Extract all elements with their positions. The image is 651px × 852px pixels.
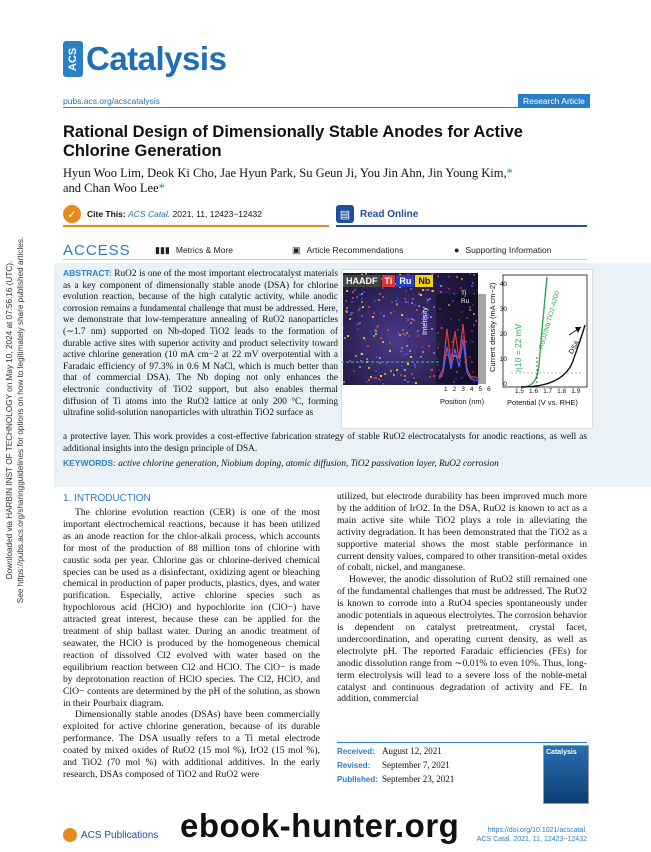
profile-tick: 5 — [478, 386, 483, 393]
profile-xlabel: Position (nm) — [440, 397, 485, 406]
acs-publications-icon — [63, 828, 77, 842]
cover-title: Catalysis — [546, 749, 577, 756]
corresponding-asterisk-2[interactable]: * — [158, 181, 165, 195]
doi-link[interactable]: https://doi.org/10.1021/acscatal. — [487, 827, 587, 834]
profile-ticks — [444, 386, 491, 393]
intro-paragraph-3: utilized, but electrode durability has been improved much more by the addition of IrO2. In the DSA, RuO2 is known to act as a main active site while TiO2 plays a role in alleviating the activity degradation. It has been demonstrated that the TiO2 as a supportive material shows the most stable performance in current density values, compared to other transition-metal oxides of cobalt, nickel, and manganese. — [337, 491, 587, 574]
abstract-label: ABSTRACT: — [63, 268, 112, 278]
acs-publications-logo[interactable] — [63, 828, 158, 842]
revised-label: Revised: — [337, 761, 371, 770]
ti-tab: Ti — [382, 275, 396, 287]
curve2-label: DSA — [568, 339, 582, 356]
download-note-line2: See https://pubs.acs.org/sharingguidelines for options on how to legitimately share published articles. — [16, 236, 25, 604]
plot-ytick: 30 — [499, 306, 507, 313]
document-icon: ▣ — [292, 244, 301, 255]
cite-this-bar[interactable] — [63, 203, 329, 227]
abstract-body: RuO2 is one of the most important electrocatalyst materials as a key component of dimensionally stable anode (DSA) for chlorine evolution reaction, because of the high catalytic activity, while anodic corrosion remains a fundamental challenge that must be addressed. Here, we demonstrate that low-temperature annealing of RuO2 nanoparticles (∼1.7 nm) supported on Nb-doped TiO2 leads to the formation of durable active sites with superior activity and product selectivity toward active chlorine generation (10 mA cm−2 at 22 mV overpotential with a Faradaic efficiency of 97.3% in 0.6 M NaCl, which is much better than that of commercial DSA). The Nb doping not only enhances the electronic conductivity of TiO2 support, but also enables thermal diffusion of Ti atoms into the RuO2 lattice at only 200 °C, forming ultrafine solid-solution nanoparticles with ultrathin TiO2 surface as — [63, 269, 338, 419]
plot-xtick: 1.9 — [571, 388, 581, 395]
plot-xlabel: Potential (V vs. RHE) — [507, 398, 578, 407]
cite-text — [87, 209, 262, 219]
journal-name: Catalysis — [86, 40, 227, 77]
published-label: Published: — [337, 775, 378, 784]
plot-xticks — [515, 388, 580, 395]
keywords — [63, 458, 587, 471]
revised-date: September 7, 2021 — [382, 760, 450, 770]
published-date: September 23, 2021 — [382, 774, 455, 784]
access-rule — [63, 259, 587, 260]
metrics-label: Metrics & More — [175, 245, 234, 255]
footer-ref: ACS Catal. 2021, 11, 12423−12432 — [476, 836, 587, 843]
corresponding-asterisk[interactable]: * — [506, 166, 513, 180]
author-list — [63, 166, 593, 196]
plot-xtick: 1.8 — [557, 388, 567, 395]
intro-paragraph-4: However, the anodic dissolution of RuO2 still remained one of the fundamental challenges that must be addressed. The RuO2 is known to corrode into a RuO4 species spontaneously under anodic potentials in aqueous electrolytes. The corrosion behavior is dependent on catalyst pretreatment, crystal facet, undercoordination, and operating current density, as well as electrolyte pH. The reported Faradaic efficiencies (FEs) for anodic dissolution range from ∼0.01% to even 10%. Thus, long-term electrolysis will lead to a severe loss of the noble-metal catalyst and continuous degradation of activity and FE. In addition, commercial — [337, 574, 587, 705]
supporting-info-label: Supporting Information — [465, 245, 552, 255]
intro-left-column — [63, 507, 320, 781]
plot-ytick: 10 — [499, 356, 507, 363]
download-note-line1: Downloaded via HARBIN INST OF TECHNOLOGY on May 10, 2024 at 07:56:16 (UTC). — [5, 260, 14, 580]
publisher-name: ACS Publications — [81, 829, 159, 841]
received-date: August 12, 2021 — [382, 746, 442, 756]
haadf-tab: HAADF — [343, 275, 381, 287]
recommendations-link[interactable] — [292, 245, 454, 256]
read-online-button[interactable] — [336, 203, 587, 227]
footer-citation — [470, 826, 587, 844]
nb-tab: Nb — [415, 275, 433, 287]
plot-xtick: 1.5 — [515, 388, 525, 395]
bar-chart-icon: ▮▮▮ — [155, 244, 170, 255]
read-online-label: Read Online — [360, 208, 419, 220]
profile-ylabel: Intensity — [420, 307, 429, 335]
keywords-text: active chlorine generation, Niobium doping, atomic diffusion, TiO2 passivation layer, RuO2 corrosion — [118, 459, 499, 469]
journal-cover-thumbnail[interactable] — [543, 745, 589, 804]
watermark: ebook-hunter.org — [176, 807, 463, 845]
profile-tick: 6 — [487, 386, 491, 393]
access-label: ACCESS — [63, 241, 131, 259]
curve1-label: RuO2/Nb:TiO2-A200 — [538, 290, 562, 350]
abstract-text — [63, 268, 338, 420]
eta-label: η10 = 22 mV — [513, 323, 523, 372]
recommendations-label: Article Recommendations — [306, 245, 404, 255]
keywords-label: KEYWORDS: — [63, 458, 116, 468]
check-icon: ✓ — [63, 205, 81, 223]
cite-label: Cite This: — [87, 209, 126, 219]
ru-tab: Ru — [396, 275, 414, 287]
plot-yticks — [493, 272, 507, 397]
profile-tick: 2 — [452, 386, 457, 393]
download-side-note — [4, 120, 38, 720]
profile-legend — [461, 290, 469, 306]
authors-line1: Hyun Woo Lim, Deok Ki Cho, Jae Hyun Park, Su Geun Ji, You Jin Ahn, Jin Young Kim, — [63, 166, 507, 180]
received-label: Received: — [337, 747, 375, 756]
plot-ylabel: Current density (mA cm−2) — [488, 282, 497, 372]
acs-logo-mark: ACS — [63, 41, 83, 77]
cite-ref: 2021, 11, 12423−12432 — [172, 209, 262, 219]
profile-tick: 4 — [469, 386, 474, 393]
access-bar — [63, 241, 587, 259]
plot-xtick: 1.6 — [529, 388, 539, 395]
article-title: Rational Design of Dimensionally Stable Anodes for Active Chlorine Generation — [63, 123, 523, 160]
introduction-heading: 1. INTRODUCTION — [63, 493, 151, 504]
journal-logo[interactable] — [63, 40, 226, 78]
plot-ytick: 40 — [499, 281, 507, 288]
plot-ytick: 0 — [503, 381, 507, 388]
authors-line2: and Chan Woo Lee — [63, 181, 159, 195]
header-rule — [63, 107, 587, 108]
profile-legend-ru: Ru — [461, 298, 470, 305]
intro-paragraph-1: The chlorine evolution reaction (CER) is one of the most important electrochemical reactions, because it has been utilized as an anode reaction for the chlor-alkali process, which accounts for most of the production of 88 million tons of chlorine with caustic soda per year. Chlorine gas or chlorine-derived chemical species can be used as a disinfectant, oxidizing agent or bleaching chemical in production of paper products, plastics, dyes, and water purification. Especially, active chlorine species such as hypochlorous acid (HClO) and hypochlorite ion (ClO−) have attracted great interest, because these can be applied for the treatment of ship ballast water. During an anodic treatment of seawater, the HClO is produced by the homogeneous chemical reaction of dissolved Cl2 evolved with water based on the equilibrium reaction between Cl2 and HClO. The ClO− is made by deprotonation reaction of HClO species. The Cl2, HClO, and ClO− contents are determined by the pH of the solution, as shown in their Pourbaix diagram. — [63, 507, 320, 709]
profile-tick: 1 — [444, 386, 448, 393]
abstract-continued: a protective layer. This work provides a cost-effective fabrication strategy of stable RuO2 electrocatalysts for anodic reactions, as well as additional insights into the design principle of DSA. — [63, 432, 587, 454]
profile-legend-ti: Ti — [461, 290, 467, 297]
book-icon: ▤ — [336, 205, 354, 223]
ti-profile-line — [439, 324, 479, 379]
profile-tick: 3 — [461, 386, 465, 393]
article-type-badge: Research Article — [518, 94, 590, 108]
intro-right-column — [337, 491, 587, 705]
metrics-link[interactable] — [155, 245, 292, 256]
intro-paragraph-2: Dimensionally stable anodes (DSAs) have been commercially exploited for active chlorine generation, because of its durable performance. The DSA usually refers to a Ti metal electrode coated by mixed oxides of RuO2 (15 mol %), IrO2 (15 mol %), and TiO2 (70 mol %) with additional additives. In the early research, DSAs composed of TiO2 and RuO2 were — [63, 709, 320, 780]
cite-journal[interactable]: ACS Catal. — [128, 209, 171, 219]
plot-xtick: 1.7 — [543, 388, 553, 395]
journal-url[interactable]: pubs.acs.org/acscatalysis — [63, 96, 160, 106]
plot-ytick: 20 — [499, 331, 507, 338]
si-icon: ● — [454, 245, 460, 255]
supporting-info-link[interactable] — [454, 245, 551, 255]
